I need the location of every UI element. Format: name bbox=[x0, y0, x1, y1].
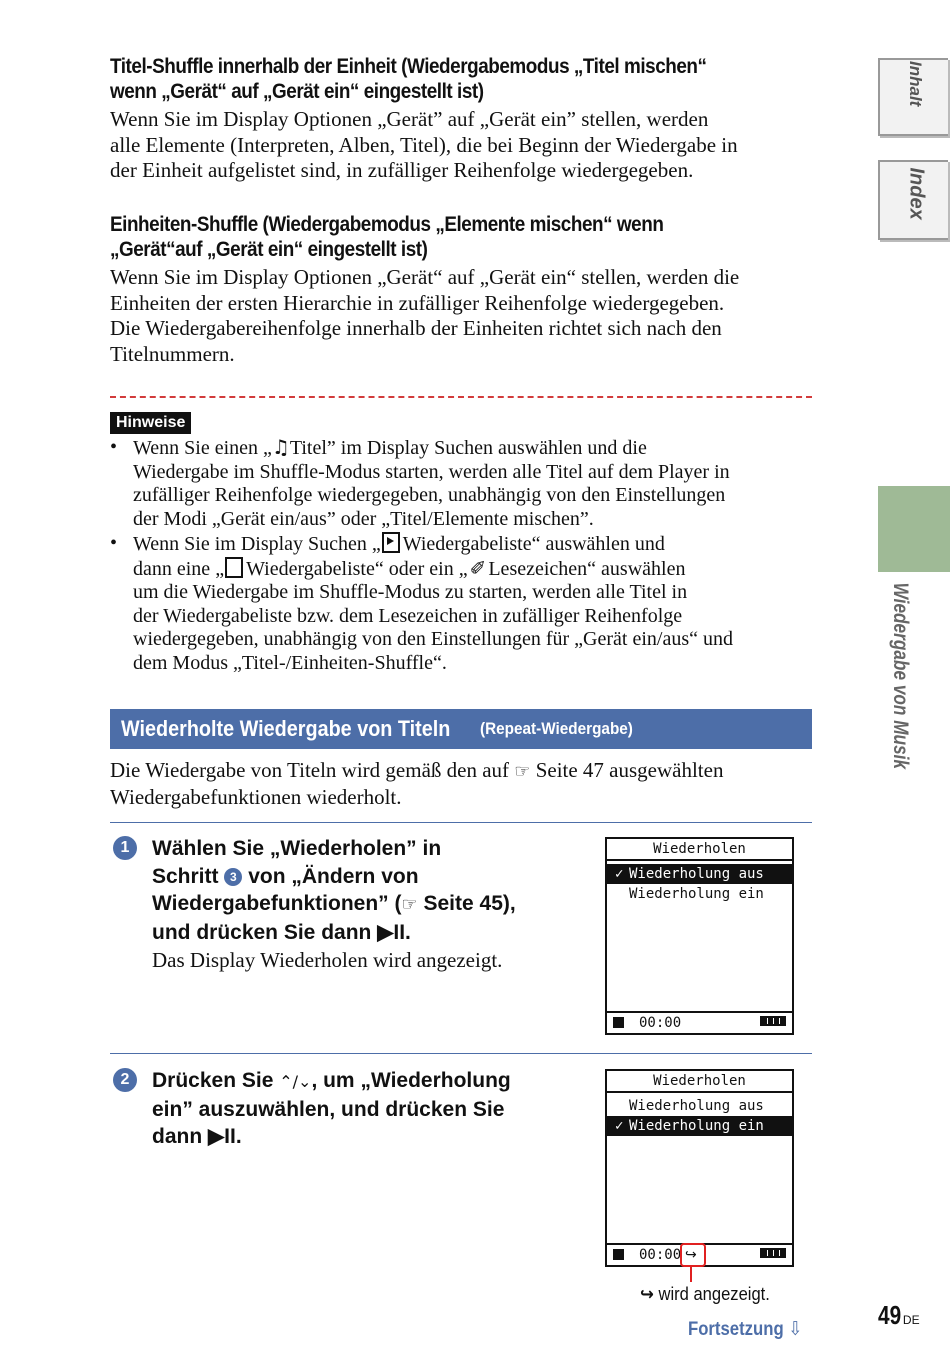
note-item-2: • Wenn Sie im Display Suchen „ Wiedergabeliste“ auswählen und dann eine „ Wiedergabeliste“ oder ein „ ✐ Lesezeichen“ auswählen um die Wiedergabe im Shuffle-Modus zu starten, werden alle Titel in der Wiedergabeliste bzw. dem Lesezeichen in zufälliger Reihenfolge wiedergegeben, unabhängig von den Einstellungen für „Gerät ein/aus“ und dem Modus „Titel-/Einheiten-Shuffle“. bbox=[110, 532, 733, 674]
repeat-icon-highlight bbox=[680, 1243, 706, 1267]
menu-item-repeat-off[interactable]: Wiederholung aus bbox=[629, 1098, 764, 1114]
screen-title: Wiederholen bbox=[607, 1071, 792, 1093]
repeat-icon-caption: ↪ wird angezeigt. bbox=[640, 1284, 770, 1305]
screen-status-bar bbox=[607, 1011, 792, 1033]
notes-label: Hinweise bbox=[110, 412, 191, 434]
page-ref-icon: ☞ bbox=[401, 894, 418, 915]
menu-item-repeat-off[interactable]: ✓ Wiederholung aus bbox=[607, 864, 792, 884]
playback-time: 00:00 bbox=[639, 1247, 682, 1263]
notes-divider bbox=[110, 396, 812, 398]
section-heading-title-shuffle: Titel-Shuffle innerhalb der Einheit (Wiedergabemodus „Titel mischen“ wenn „Gerät“ auf „Gerät ein“ eingestellt ist) bbox=[110, 55, 707, 103]
language-code: DE bbox=[902, 1313, 920, 1327]
chapter-marker bbox=[878, 486, 950, 572]
step1-result: Das Display Wiederholen wird angezeigt. bbox=[152, 948, 503, 972]
repeat-intro: Die Wiedergabe von Titeln wird gemäß den auf ☞ Seite 47 ausgewählten Wiedergabefunktionen wiederholt. bbox=[110, 758, 724, 809]
stop-icon bbox=[613, 1249, 624, 1260]
callout-line bbox=[690, 1266, 692, 1282]
continuation-link[interactable]: Fortsetzung ⇩ bbox=[688, 1318, 803, 1340]
tab-index[interactable] bbox=[878, 160, 948, 240]
stop-icon bbox=[613, 1017, 624, 1028]
step2-instruction: Drücken Sie ⌃/⌄, um „Wiederholung ein” auszuwählen, und drücken Sie dann ▶II. bbox=[152, 1069, 511, 1148]
check-icon: ✓ bbox=[615, 866, 624, 882]
tab-contents-label: Inhalt bbox=[906, 61, 925, 107]
step-ref-number: 3 bbox=[224, 868, 242, 886]
chapter-title: Wiedergabe von Musik bbox=[889, 582, 912, 770]
screen-title: Wiederholen bbox=[607, 839, 792, 861]
tab-index-label: Index bbox=[905, 167, 928, 220]
note-item-1: • Wenn Sie einen „♫Titel” im Display Suchen auswählen und die Wiedergabe im Shuffle-Modus starten, werden alle Titel auf dem Player in zufälliger Reihenfolge wiedergegeben, unabhängig von den Einstellungen der Modi „Gerät ein/aus” oder „Titel/Elemente mischen”. bbox=[110, 435, 730, 530]
playback-time: 00:00 bbox=[639, 1015, 682, 1031]
repeat-section-title: Wiederholte Wiedergabe von Titeln bbox=[121, 716, 451, 741]
up-down-button-icon: ⌃/⌄ bbox=[279, 1072, 312, 1091]
menu-item-repeat-on[interactable]: ✓ Wiederholung ein bbox=[607, 1116, 792, 1136]
title-shuffle-body: Wenn Sie im Display Optionen „Gerät” auf „Gerät ein” stellen, werden alle Elemente (Interpreten, Alben, Titel), die bei Beginn der Wiedergabe in der Einheit aufgelistet sind, in zufälliger Reihenfolge wiedergegeben. bbox=[110, 107, 738, 182]
section-heading-unit-shuffle: Einheiten-Shuffle (Wiedergabemodus „Elemente mischen“ wenn „Gerät“auf „Gerät ein“ eingestellt ist) bbox=[110, 213, 664, 261]
page-number: 49 DE bbox=[878, 1300, 920, 1330]
arrow-down-icon: ⇩ bbox=[788, 1318, 803, 1340]
repeat-section-header bbox=[110, 709, 812, 749]
play-pause-icon: ▶II bbox=[377, 920, 406, 944]
check-icon: ✓ bbox=[615, 1118, 624, 1134]
repeat-icon: ↪ bbox=[685, 1247, 697, 1263]
repeat-section-subtitle: (Repeat-Wiedergabe) bbox=[480, 719, 633, 738]
device-screen-1 bbox=[605, 837, 794, 1035]
step-number-1: 1 bbox=[113, 836, 137, 860]
battery-icon bbox=[760, 1248, 786, 1258]
device-screen-2 bbox=[605, 1069, 794, 1267]
step2-divider bbox=[110, 1053, 812, 1054]
playlist-file-icon bbox=[225, 557, 243, 578]
step-number-2: 2 bbox=[113, 1068, 137, 1092]
unit-shuffle-body: Wenn Sie im Display Optionen „Gerät“ auf „Gerät ein“ stellen, werden die Einheiten der ersten Hierarchie in zufälliger Reihenfolge wiedergegeben. Die Wiedergabereihenfolge innerhalb der Einheiten richtet sich nach den Titelnummern. bbox=[110, 265, 740, 366]
tab-contents[interactable] bbox=[878, 58, 948, 136]
menu-item-repeat-on[interactable]: Wiederholung ein bbox=[629, 886, 764, 902]
playlist-folder-icon bbox=[382, 532, 400, 553]
page-ref-icon: ☞ bbox=[514, 761, 531, 782]
music-note-icon: ♫ bbox=[271, 435, 290, 459]
repeat-icon: ↪ bbox=[640, 1284, 654, 1305]
step1-instruction: Wählen Sie „Wiederholen” in Schritt 3 von „Ändern von Wiedergabefunktionen” (☞ Seite 45), und drücken Sie dann ▶II. bbox=[152, 837, 516, 944]
play-pause-icon: ▶II bbox=[208, 1125, 236, 1148]
battery-icon bbox=[760, 1016, 786, 1026]
bookmark-icon: ✐ bbox=[469, 555, 487, 580]
step1-divider bbox=[110, 822, 812, 823]
